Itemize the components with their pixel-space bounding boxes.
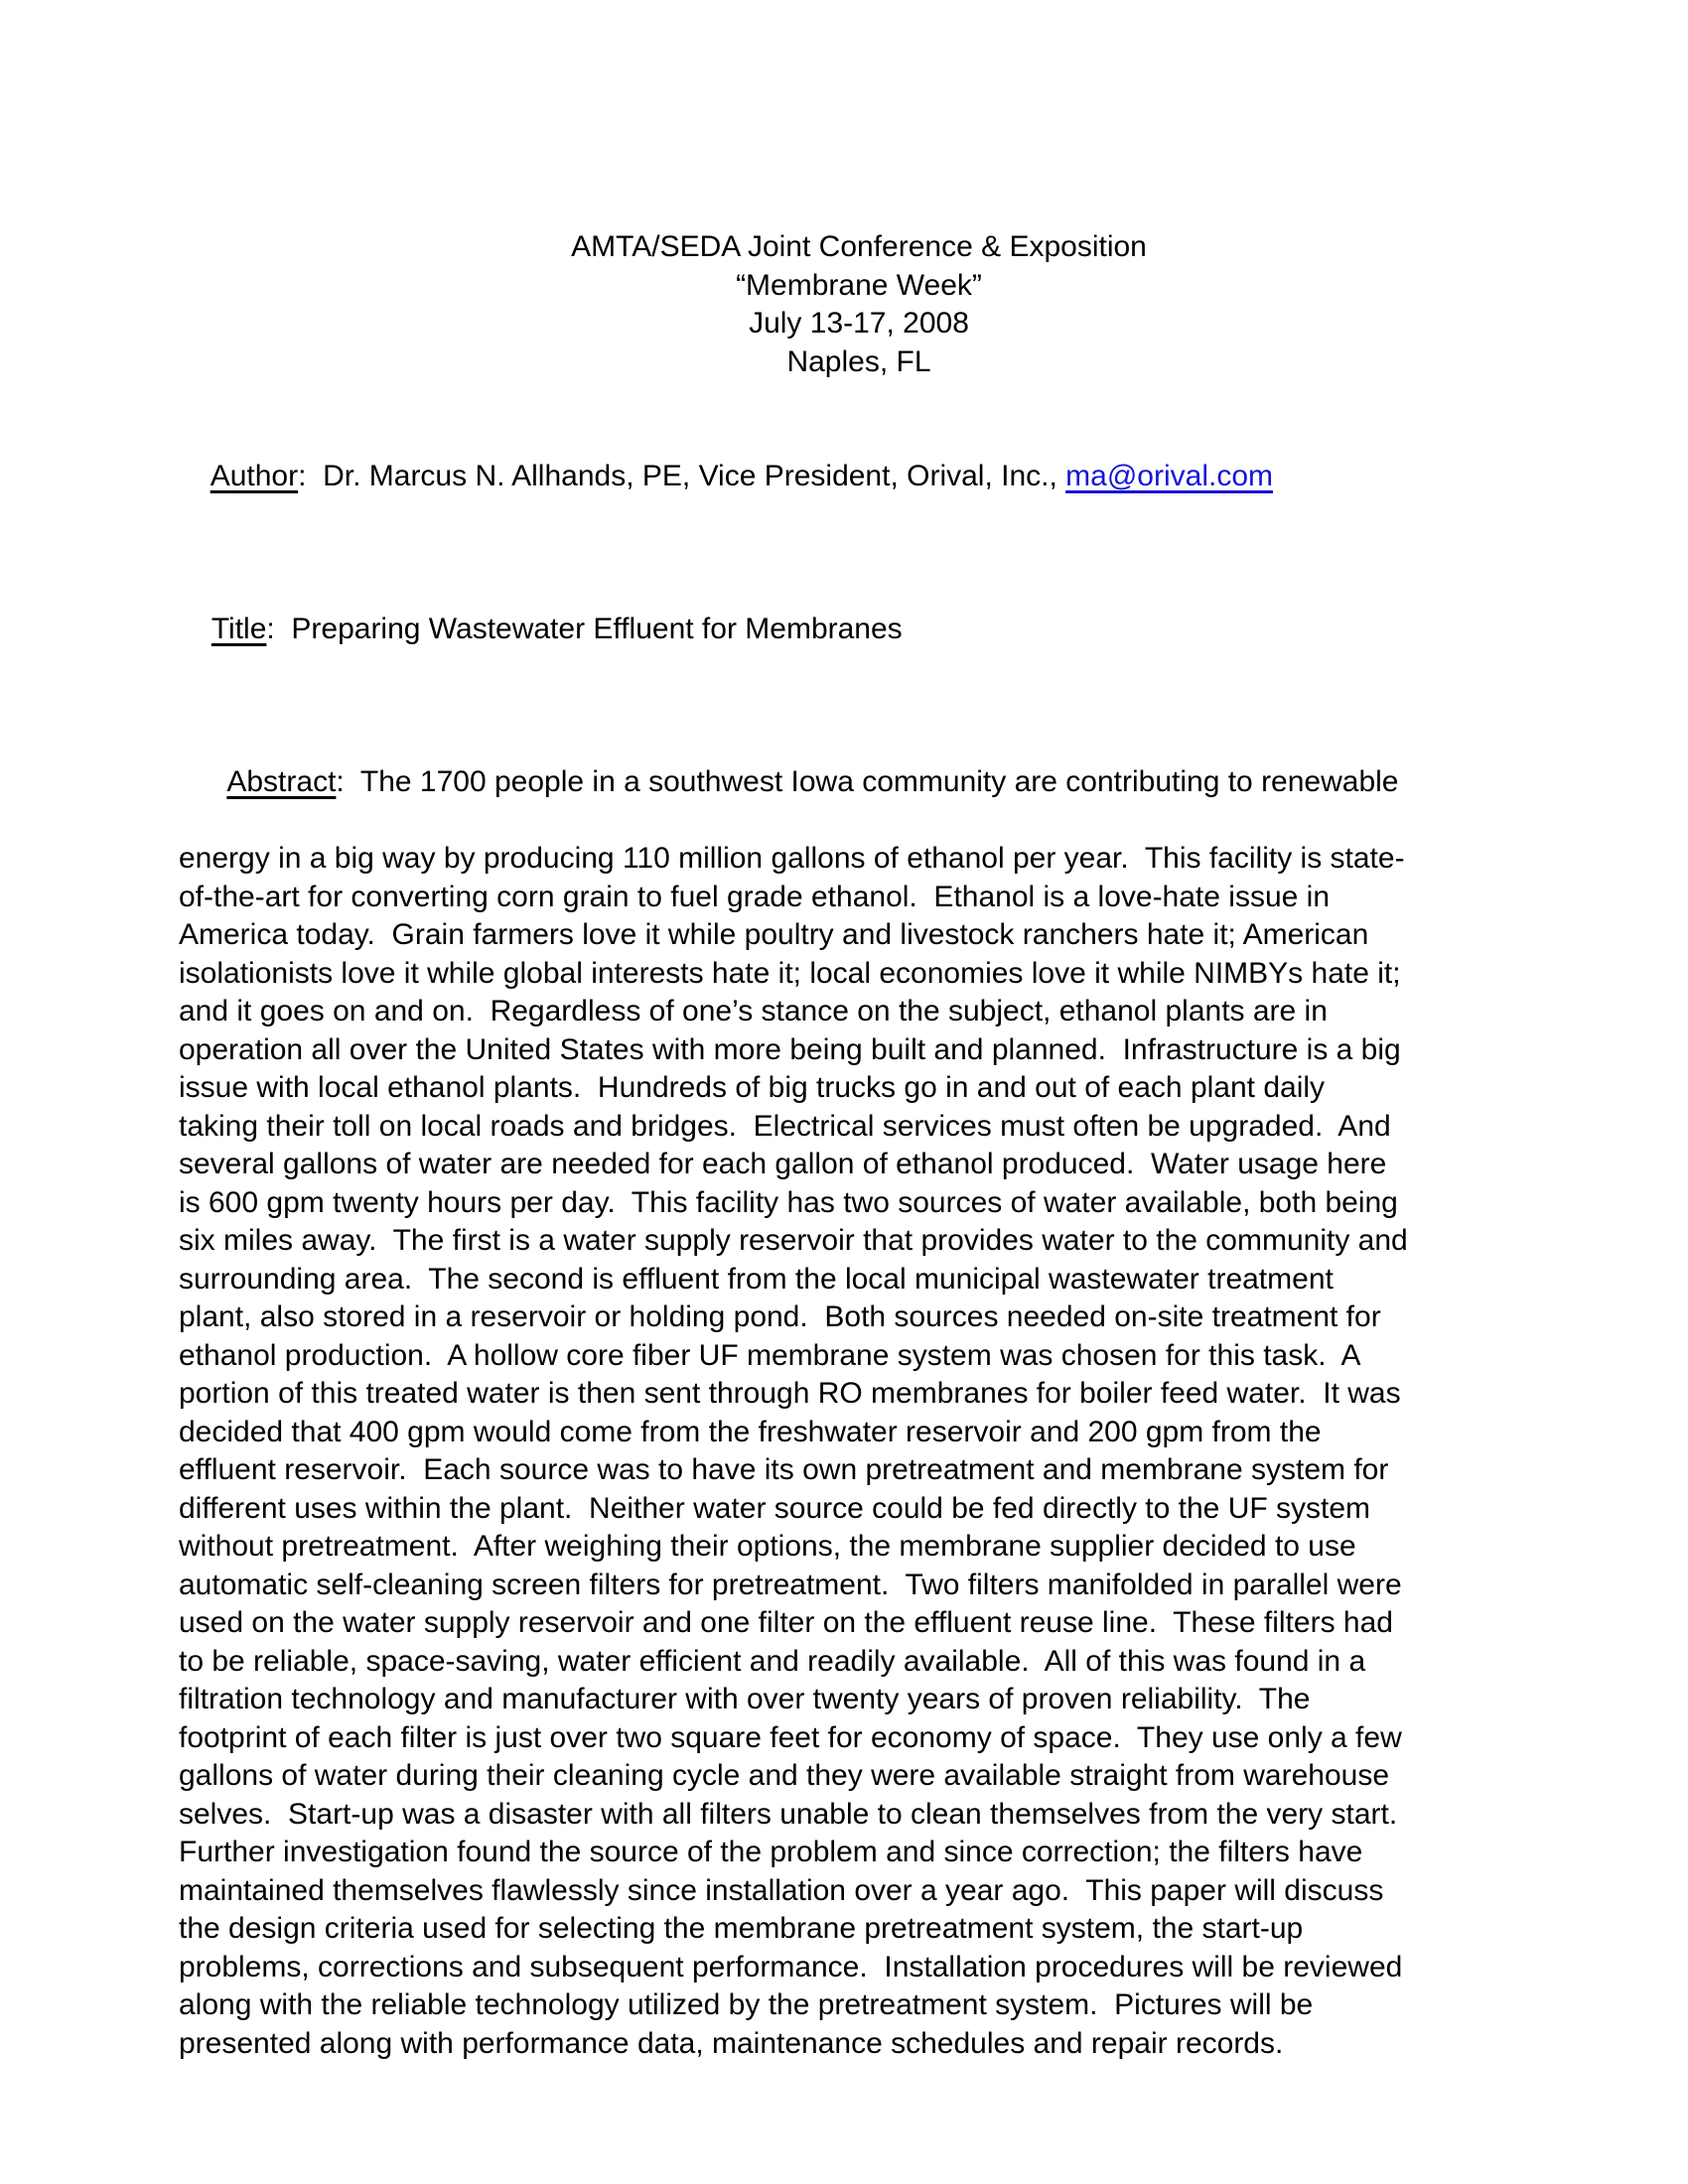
title-separator: :	[266, 613, 292, 645]
abstract-line: gallons of water during their cleaning cycle and they were available straight from warehouse	[179, 1759, 1389, 1792]
abstract-line: portion of this treated water is then sent through RO membranes for boiler feed water. It was	[179, 1377, 1401, 1410]
email-link[interactable]: ma@orival.com	[1065, 460, 1273, 492]
abstract-line: problems, corrections and subsequent performance. Installation procedures will be reviewed	[179, 1950, 1403, 1983]
abstract-line: is 600 gpm twenty hours per day. This facility has two sources of water available, both being	[179, 1185, 1398, 1219]
abstract-line: of-the-art for converting corn grain to fuel grade ethanol. Ethanol is a love-hate issue in	[179, 880, 1330, 913]
header-location: Naples, FL	[786, 344, 931, 378]
abstract-line: selves. Start-up was a disaster with all filters unable to clean themselves from the very start.	[179, 1797, 1398, 1831]
abstract-line: to be reliable, space-saving, water efficient and readily available. All of this was found in a	[179, 1644, 1366, 1678]
abstract-line: The 1700 people in a southwest Iowa community are contributing to renewable	[359, 765, 1399, 798]
abstract-separator: :	[336, 765, 360, 798]
abstract-line: the design criteria used for selecting the membrane pretreatment system, the start-up	[179, 1912, 1304, 1945]
abstract-line: isolationists love it while global interests hate it; local economies love it while NIMBYs hate it;	[179, 956, 1401, 990]
abstract-line: effluent reservoir. Each source was to have its own pretreatment and membrane system for	[179, 1453, 1389, 1486]
abstract-line: without pretreatment. After weighing their options, the membrane supplier decided to use	[179, 1530, 1356, 1563]
abstract-line: ethanol production. A hollow core fiber UF membrane system was chosen for this task. A	[179, 1338, 1361, 1372]
title-text: Preparing Wastewater Effluent for Membranes	[291, 613, 903, 645]
abstract-line: presented along with performance data, maintenance schedules and repair records.	[179, 2026, 1284, 2060]
author-text: Dr. Marcus N. Allhands, PE, Vice President, Orival, Inc.,	[323, 460, 1066, 492]
abstract-line: energy in a big way by producing 110 million gallons of ethanol per year. This facility is state-	[179, 842, 1405, 875]
abstract-line: issue with local ethanol plants. Hundreds of big trucks go in and out of each plant daily	[179, 1071, 1326, 1104]
abstract-line: plant, also stored in a reservoir or holding pond. Both sources needed on-site treatment for	[179, 1300, 1381, 1333]
abstract-line: Further investigation found the source of the problem and since correction; the filters have	[179, 1836, 1363, 1868]
header-event-name: “Membrane Week”	[736, 268, 982, 302]
abstract-line: decided that 400 gpm would come from the freshwater reservoir and 200 gpm from the	[179, 1415, 1322, 1448]
abstract-line: operation all over the United States with more being built and planned. Infrastructure is a big	[179, 1032, 1401, 1066]
abstract-line: automatic self-cleaning screen filters for pretreatment. Two filters manifolded in parallel were	[179, 1568, 1402, 1601]
header-dates: July 13-17, 2008	[749, 307, 969, 340]
abstract-line: and it goes on and on. Regardless of one’s stance on the subject, ethanol plants are in	[179, 995, 1328, 1027]
header-conference-name: AMTA/SEDA Joint Conference & Exposition	[571, 230, 1147, 263]
abstract-label: Abstract	[226, 765, 337, 798]
title-line	[179, 573, 1539, 688]
abstract-line: taking their toll on local roads and bridges. Electrical services must often be upgraded. And	[179, 1109, 1391, 1143]
abstract-line: maintained themselves flawlessly since installation over a year ago. This paper will discuss	[179, 1873, 1384, 1907]
author-separator: :	[298, 460, 324, 492]
author-label: Author	[210, 460, 299, 492]
abstract-line: America today. Grain farmers love it while poultry and livestock ranchers hate it; American	[179, 918, 1369, 951]
author-line	[179, 420, 1539, 535]
abstract-line: filtration technology and manufacturer with over twenty years of proven reliability. The	[179, 1683, 1311, 1715]
abstract-line: several gallons of water are needed for each gallon of ethanol produced. Water usage here	[179, 1148, 1387, 1180]
abstract-line: footprint of each filter is just over two square feet for economy of space. They use only a few	[179, 1720, 1402, 1754]
abstract-paragraph	[179, 726, 1539, 2064]
abstract-first-line	[179, 726, 1539, 841]
title-label: Title	[211, 613, 267, 645]
abstract-line: six miles away. The first is a water supply reservoir that provides water to the community and	[179, 1224, 1408, 1257]
abstract-line: different uses within the plant. Neither water source could be fed directly to the UF system	[179, 1491, 1371, 1525]
abstract-line: used on the water supply reservoir and one filter on the effluent reuse line. These filters had	[179, 1606, 1393, 1639]
conference-header	[179, 228, 1539, 381]
abstract-line: along with the reliable technology utilized by the pretreatment system. Pictures will be	[179, 1988, 1314, 2021]
abstract-line: surrounding area. The second is effluent from the local municipal wastewater treatment	[179, 1262, 1334, 1296]
abstract-body	[179, 840, 1539, 2063]
